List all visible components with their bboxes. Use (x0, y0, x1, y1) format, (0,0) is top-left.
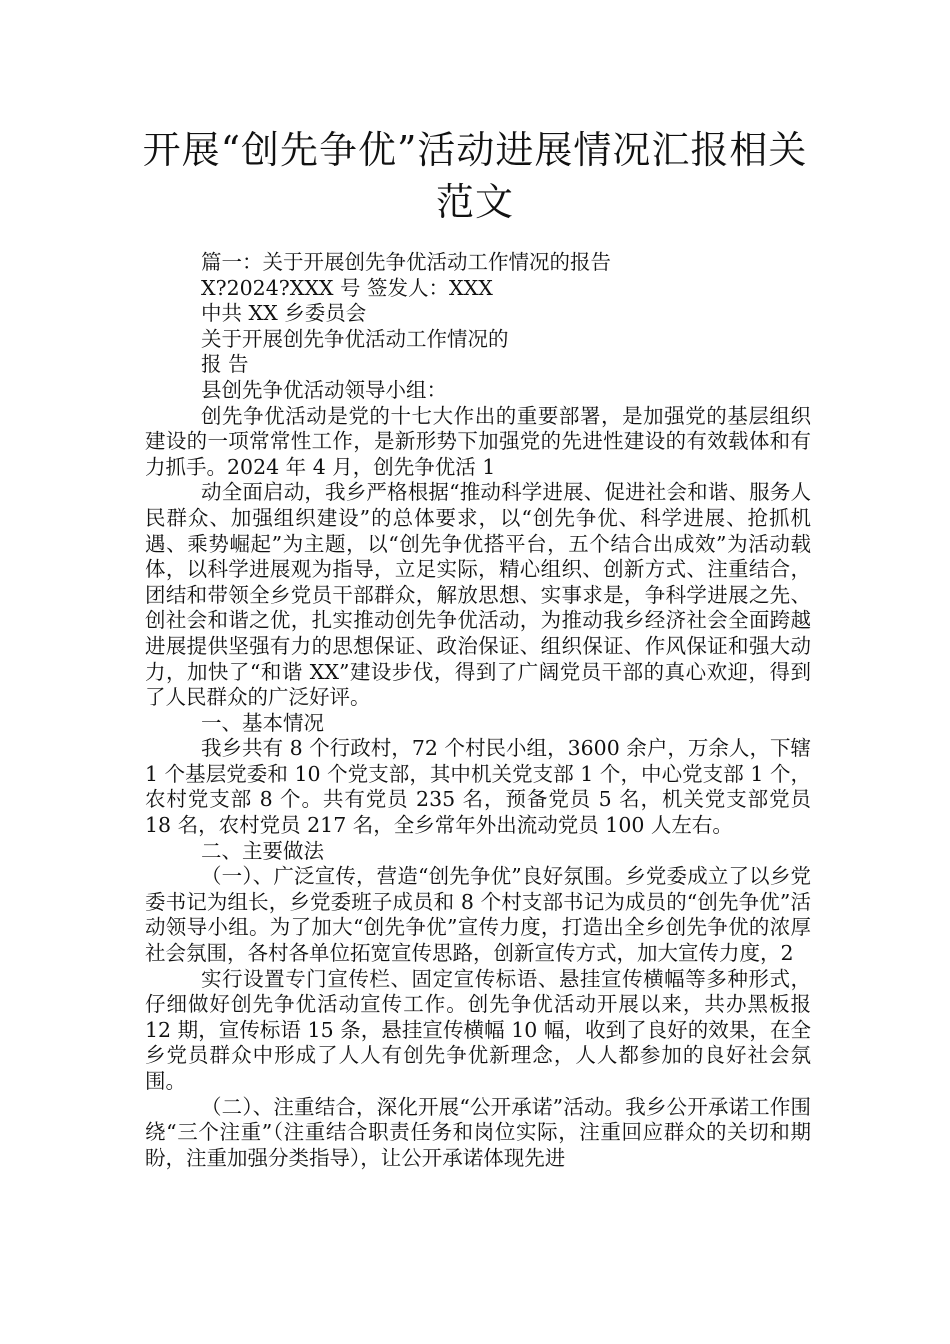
section-heading: 二、主要做法 (201, 838, 324, 863)
paragraph: 动全面启动，我乡严格根据“推动科学进展、促进社会和谐、服务人民群众、加强组织建设”的总体要求，以“创先争优、科学进展、抢抓机遇、乘势崛起”为主题，以“创先争优搭平台，五个结合出成效”为活动载体，以科学进展观为指导，立足实际，精心组织、创新方式、注重结合，团结和带领全乡党员干部群众，解放思想、实事求是，争科学进展之先、创社会和谐之优，扎实推动创先争优活动，为推动我乡经济社会全面跨越进展提供坚强有力的思想保证、政治保证、组织保证、作风保证和强大动力，加快了“和谐 XX”建设步伐，得到了广阔党员干部的真心欢迎，得到了人民群众的广泛好评。 (145, 480, 811, 710)
report-title-2: 报 告 (201, 352, 249, 377)
addressee: 县创先争优活动领导小组： (201, 377, 447, 402)
document-body (145, 250, 811, 1171)
title-line-1: 开展“创先争优”活动进展情况汇报相关 (142, 128, 808, 172)
document-number: X?2024?XXX 号 签发人：XXX (201, 275, 493, 300)
paragraph: 创先争优活动是党的十七大作出的重要部署，是加强党的基层组织建设的一项常常性工作，是新形势下加强党的先进性建设的有效载体和有力抓手。2024 年 4 月，创先争优活 1 (145, 403, 811, 479)
title-line-2: 范文 (435, 180, 514, 224)
paragraph: （二）、注重结合，深化开展“公开承诺”活动。我乡公开承诺工作围绕“三个注重”（注重结合职责任务和岗位实际，注重回应群众的关切和期盼，注重加强分类指导），让公开承诺体现先进 (145, 1094, 811, 1170)
paragraph: 我乡共有 8 个行政村，72 个村民小组，3600 余户，万余人，下辖 1 个基层党委和 10 个党支部，其中机关党支部 1 个，中心党支部 1 个，农村党支部 8 个。共有党员 235 名，预备党员 5 名，机关党支部党员 18 名，农村党员 217 名，全乡常年外出流动党员 100 人左右。 (145, 736, 811, 838)
document-title (100, 124, 850, 228)
report-title: 关于开展创先争优活动工作情况的 (201, 326, 509, 351)
paragraph: 实行设置专门宣传栏、固定宣传标语、悬挂宣传横幅等多种形式，仔细做好创先争优活动宣传工作。创先争优活动开展以来，共办黑板报 12 期，宣传标语 15 条，悬挂宣传横幅 10 幅，收到了良好的效果，在全乡党员群众中形成了人人有创先争优新理念，人人都参加的良好社会氛围。 (145, 966, 811, 1093)
issuer: 中共 XX 乡委员会 (201, 301, 367, 326)
section-heading: 篇一：关于开展创先争优活动工作情况的报告 (201, 250, 611, 274)
section-heading: 一、基本情况 (201, 710, 324, 735)
paragraph: （一）、广泛宣传，营造“创先争优”良好氛围。乡党委成立了以乡党委书记为组长，乡党委班子成员和 8 个村支部书记为成员的“创先争优”活动领导小组。为了加大“创先争优”宣传力度，打造出全乡创先争优的浓厚社会氛围，各村各单位拓宽宣传思路，创新宣传方式，加大宣传力度，2 (145, 864, 811, 966)
